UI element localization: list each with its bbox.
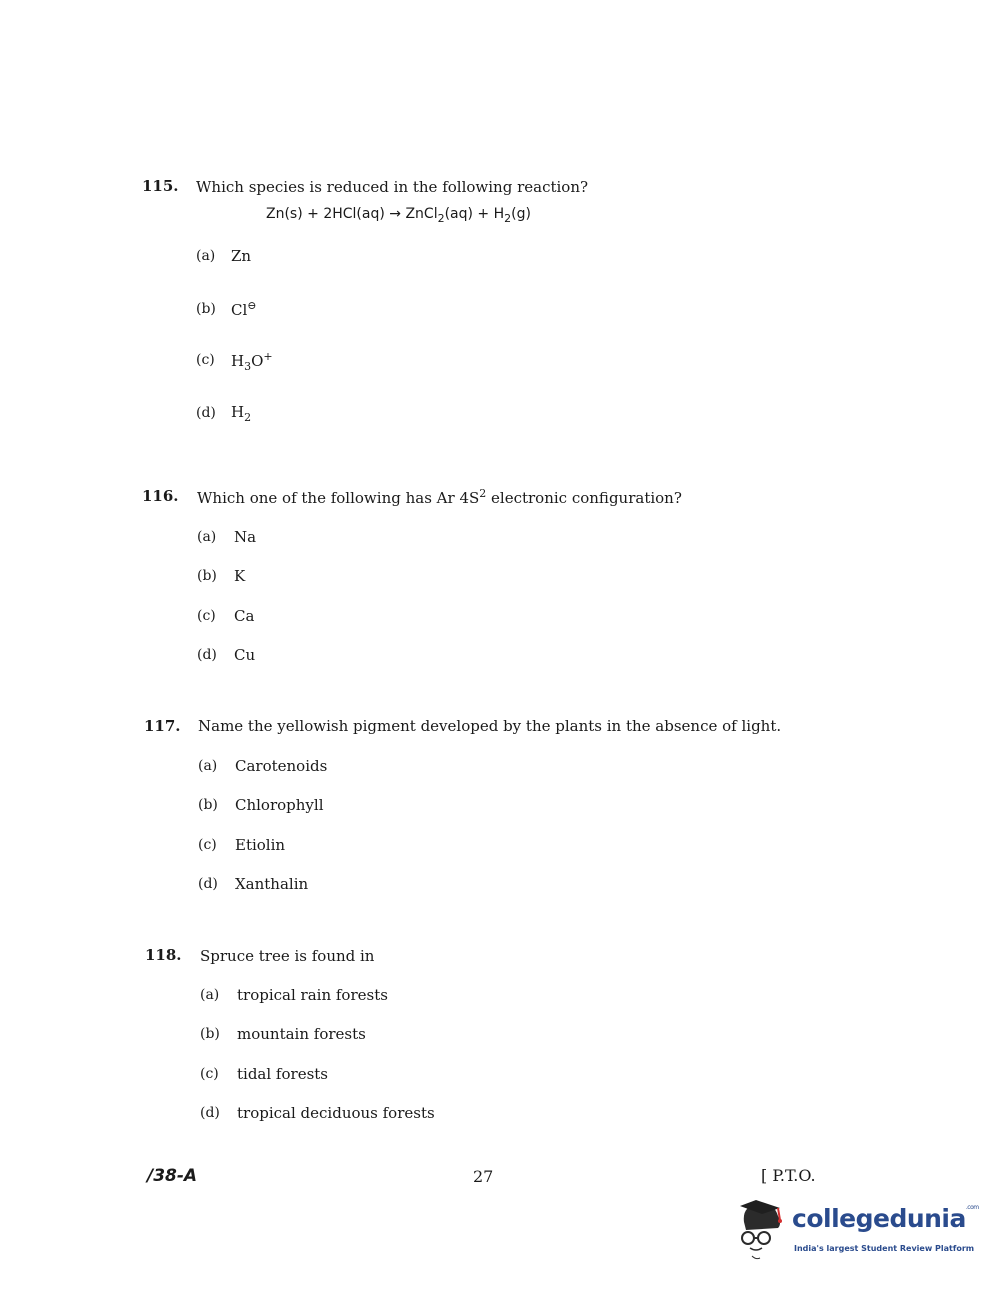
option-subscript: 2 [244,411,252,424]
option-symbol: H [231,403,245,421]
question-number: 118. [145,946,182,964]
equation-product-1: ZnCl [405,206,438,222]
option-text: Carotenoids [235,757,328,775]
option-label: (d) [198,876,218,892]
equation-reactants: Zn(s) + 2HCl(aq) [266,206,385,222]
option-label: (b) [196,301,216,317]
option-text: Cu [234,646,256,664]
equation-product-tail: (aq) + H [444,206,505,222]
option-text: Zn [231,247,252,265]
logo-name: collegedunia [792,1204,966,1233]
option-label: (c) [197,608,216,624]
question-number: 116. [142,487,179,505]
option-text: tidal forests [237,1065,328,1083]
option-text: Chlorophyll [235,796,324,814]
option-label: (b) [197,568,217,584]
option-text: Etiolin [235,836,286,854]
collegedunia-logo [734,1198,979,1268]
equation-arrow: → [389,206,401,222]
option-label: (b) [200,1026,220,1042]
option-text: mountain forests [237,1025,366,1043]
option-symbol-tail: O [251,352,264,370]
option-text: K [234,567,246,585]
mascot-icon [734,1198,794,1262]
question-text-main: Which one of the following has Ar 4S [197,489,480,507]
paper-code: /38-A [147,1166,198,1186]
question-number: 117. [144,717,181,735]
option-text: Na [234,528,257,546]
page-number: 27 [473,1167,494,1186]
option-label: (c) [200,1066,219,1082]
option-subscript: 3 [244,360,252,373]
option-label: (c) [196,352,215,368]
question-text: Spruce tree is found in [200,947,375,965]
question-text: Name the yellowish pigment developed by the plants in the absence of light. [198,717,782,735]
option-label: (a) [200,987,220,1003]
option-label: (d) [196,405,216,421]
reaction-equation [266,206,531,225]
option-superscript: ⊖ [247,299,257,312]
pto-marker: [ P.T.O. [761,1166,816,1185]
option-label: (c) [198,837,217,853]
question-text: Which species is reduced in the following reaction? [196,178,589,196]
logo-wordmark [792,1204,979,1233]
question-text-tail: electronic configuration? [486,489,682,507]
option-text [231,350,273,373]
equation-subscript: 2 [437,211,445,225]
logo-suffix: .com [965,1204,979,1211]
option-text [231,299,257,319]
question-superscript: 2 [479,487,487,500]
option-superscript: + [263,350,273,363]
logo-tagline: India's largest Student Review Platform [794,1244,975,1253]
option-text: tropical rain forests [237,986,388,1004]
option-symbol: H [231,352,245,370]
option-label: (d) [200,1105,220,1121]
option-symbol: Cl [231,301,248,319]
option-text [231,403,251,424]
question-number: 115. [142,177,179,195]
option-text: Ca [234,607,255,625]
option-label: (a) [196,248,216,264]
equation-product-2-tail: (g) [511,206,531,222]
option-text: tropical deciduous forests [237,1104,435,1122]
option-label: (a) [198,758,218,774]
option-label: (d) [197,647,217,663]
option-label: (b) [198,797,218,813]
option-text: Xanthalin [235,875,309,893]
equation-subscript: 2 [504,211,512,225]
option-label: (a) [197,529,217,545]
question-text [197,487,682,507]
